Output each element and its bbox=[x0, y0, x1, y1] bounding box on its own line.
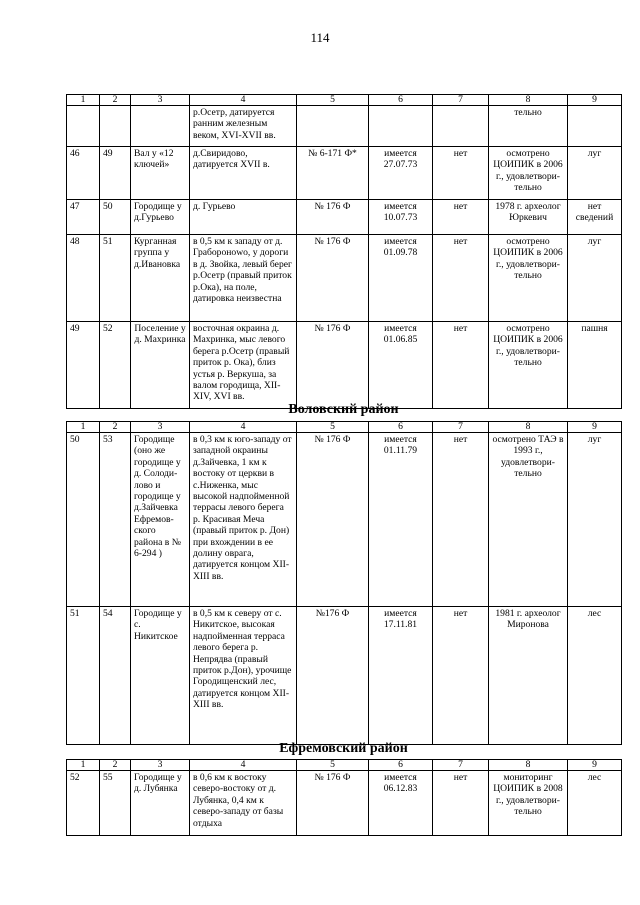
registry-number-cell: 50 bbox=[100, 200, 131, 235]
column-number: 3 bbox=[131, 422, 190, 433]
row-number-cell: 52 bbox=[67, 771, 100, 836]
land-use-cell bbox=[568, 106, 622, 147]
protection-cell bbox=[433, 106, 489, 147]
column-number: 8 bbox=[489, 760, 568, 771]
passport-cell: имеется 01.11.79 bbox=[369, 433, 433, 607]
protection-cell: нет bbox=[433, 322, 489, 409]
location-cell: в 0,3 км к юго-западу от западной окраины д.Зайчевка, 1 км к востоку от церкви в с.Ниженка, мыс высокой надпойменной террасы левого берега р. Красивая Меча (правый приток р. Дон) при вхождении в ее долину оврага, датируется концом XII-XIII вв. bbox=[190, 433, 297, 607]
registry-number-cell: 52 bbox=[100, 322, 131, 409]
monument-name-cell: Городище у д. Лубянка bbox=[131, 771, 190, 836]
protection-cell: нет bbox=[433, 607, 489, 745]
monuments-table-3 bbox=[66, 759, 622, 836]
location-cell: в 0,6 км к востоку северо-востоку от д. Лубянка, 0,4 км к северо-западу от базы отдыха bbox=[190, 771, 297, 836]
row-number-cell: 47 bbox=[67, 200, 100, 235]
column-number: 1 bbox=[67, 422, 100, 433]
monument-name-cell: Курганная группа у д.Ивановка bbox=[131, 235, 190, 322]
row-number-cell bbox=[67, 106, 100, 147]
passport-cell: имеется 27.07.73 bbox=[369, 147, 433, 200]
state-cell: 1978 г. археолог Юркевич bbox=[489, 200, 568, 235]
registry-number-cell: 53 bbox=[100, 433, 131, 607]
state-cell: осмотрено ТАЭ в 1993 г., удовлетвори-тельно bbox=[489, 433, 568, 607]
location-cell: д. Гурьево bbox=[190, 200, 297, 235]
column-number: 4 bbox=[190, 95, 297, 106]
column-number: 4 bbox=[190, 760, 297, 771]
district-heading-volovsky: Воловский район bbox=[288, 402, 399, 417]
table-row bbox=[67, 433, 622, 607]
state-cell: тельно bbox=[489, 106, 568, 147]
state-cell: осмотрено ЦОИПИК в 2006 г., удовлетвори-тельно bbox=[489, 235, 568, 322]
table-row bbox=[67, 235, 622, 322]
protection-cell: нет bbox=[433, 147, 489, 200]
column-number: 5 bbox=[297, 95, 369, 106]
monument-name-cell: Городище у с. Никитское bbox=[131, 607, 190, 745]
passport-cell: имеется 06.12.83 bbox=[369, 771, 433, 836]
location-cell: восточная окраина д. Махринка, мыс левого берега р.Осетр (правый приток р. Ока), близ устья р. Веркуша, за валом городища, XII-XIV, XVI вв. bbox=[190, 322, 297, 409]
row-number-cell: 48 bbox=[67, 235, 100, 322]
protection-cell: нет bbox=[433, 200, 489, 235]
document-cell: № 176 Ф bbox=[297, 200, 369, 235]
column-number: 7 bbox=[433, 95, 489, 106]
monuments-table-2 bbox=[66, 421, 622, 745]
registry-number-cell: 55 bbox=[100, 771, 131, 836]
document-cell: № 176 Ф bbox=[297, 322, 369, 409]
location-cell: в 0,5 км к западу от д. Граборонowo, у дороги в д. Звойка, левый берег р.Осетр (правый приток р.Ока), на поле, датировка неизвестна bbox=[190, 235, 297, 322]
passport-cell bbox=[369, 106, 433, 147]
row-number-cell: 50 bbox=[67, 433, 100, 607]
column-number: 9 bbox=[568, 422, 622, 433]
passport-cell: имеется 10.07.73 bbox=[369, 200, 433, 235]
column-number: 7 bbox=[433, 760, 489, 771]
state-cell: мониторинг ЦОИПИК в 2008 г., удовлетвори-тельно bbox=[489, 771, 568, 836]
registry-number-cell: 49 bbox=[100, 147, 131, 200]
document-cell bbox=[297, 106, 369, 147]
registry-number-cell bbox=[100, 106, 131, 147]
column-number: 2 bbox=[100, 760, 131, 771]
monument-name-cell bbox=[131, 106, 190, 147]
row-number-cell: 51 bbox=[67, 607, 100, 745]
column-number: 5 bbox=[297, 760, 369, 771]
column-number: 6 bbox=[369, 760, 433, 771]
document-cell: № 176 Ф bbox=[297, 433, 369, 607]
column-number: 8 bbox=[489, 422, 568, 433]
land-use-cell: луг bbox=[568, 235, 622, 322]
column-number-row bbox=[67, 95, 622, 106]
column-number-row bbox=[67, 760, 622, 771]
location-cell: д.Свиридово, датируется XVII в. bbox=[190, 147, 297, 200]
land-use-cell: луг bbox=[568, 147, 622, 200]
passport-cell: имеется 17.11.81 bbox=[369, 607, 433, 745]
state-cell: осмотрено ЦОИПИК в 2006 г., удовлетвори-тельно bbox=[489, 147, 568, 200]
row-number-cell: 49 bbox=[67, 322, 100, 409]
table-row bbox=[67, 771, 622, 836]
table-row bbox=[67, 322, 622, 409]
column-number: 7 bbox=[433, 422, 489, 433]
table-row bbox=[67, 106, 622, 147]
column-number-row bbox=[67, 422, 622, 433]
document-cell: № 6-171 Ф* bbox=[297, 147, 369, 200]
registry-number-cell: 54 bbox=[100, 607, 131, 745]
district-heading-efremovsky: Ефремовский район bbox=[279, 741, 408, 756]
registry-number-cell: 51 bbox=[100, 235, 131, 322]
document-cell: №176 Ф bbox=[297, 607, 369, 745]
protection-cell: нет bbox=[433, 235, 489, 322]
protection-cell: нет bbox=[433, 771, 489, 836]
table-row bbox=[67, 607, 622, 745]
monuments-table-1 bbox=[66, 94, 622, 409]
monument-name-cell: Вал у «12 ключей» bbox=[131, 147, 190, 200]
passport-cell: имеется 01.06.85 bbox=[369, 322, 433, 409]
monument-name-cell: Городище у д.Гурьево bbox=[131, 200, 190, 235]
location-cell: р.Осетр, датируется ранним железным веком, XVI-XVII вв. bbox=[190, 106, 297, 147]
state-cell: 1981 г. археолог Миронова bbox=[489, 607, 568, 745]
land-use-cell: лес bbox=[568, 771, 622, 836]
protection-cell: нет bbox=[433, 433, 489, 607]
column-number: 1 bbox=[67, 760, 100, 771]
row-number-cell: 46 bbox=[67, 147, 100, 200]
column-number: 3 bbox=[131, 760, 190, 771]
document-cell: № 176 Ф bbox=[297, 235, 369, 322]
column-number: 9 bbox=[568, 760, 622, 771]
document-cell: № 176 Ф bbox=[297, 771, 369, 836]
column-number: 6 bbox=[369, 95, 433, 106]
monument-name-cell: Городище (оно же городище у д. Солоди-лово и городище у д.Зайчевка Ефремов-ского района в № 6-294 ) bbox=[131, 433, 190, 607]
column-number: 2 bbox=[100, 422, 131, 433]
location-cell: в 0,5 км к северу от с. Никитское, высокая надпойменная терраса левого берега р. Непрядва (правый приток р.Дон), урочище Городищенский лес, датируется концом XII-XIII вв. bbox=[190, 607, 297, 745]
column-number: 4 bbox=[190, 422, 297, 433]
state-cell: осмотрено ЦОИПИК в 2006 г., удовлетвори-тельно bbox=[489, 322, 568, 409]
land-use-cell: нет сведений bbox=[568, 200, 622, 235]
land-use-cell: пашня bbox=[568, 322, 622, 409]
column-number: 9 bbox=[568, 95, 622, 106]
monument-name-cell: Поселение у д. Махринка bbox=[131, 322, 190, 409]
passport-cell: имеется 01.09.78 bbox=[369, 235, 433, 322]
column-number: 1 bbox=[67, 95, 100, 106]
column-number: 2 bbox=[100, 95, 131, 106]
column-number: 5 bbox=[297, 422, 369, 433]
land-use-cell: лес bbox=[568, 607, 622, 745]
table-row bbox=[67, 147, 622, 200]
column-number: 3 bbox=[131, 95, 190, 106]
page-number: 114 bbox=[310, 30, 330, 45]
land-use-cell: луг bbox=[568, 433, 622, 607]
table-row bbox=[67, 200, 622, 235]
column-number: 8 bbox=[489, 95, 568, 106]
column-number: 6 bbox=[369, 422, 433, 433]
